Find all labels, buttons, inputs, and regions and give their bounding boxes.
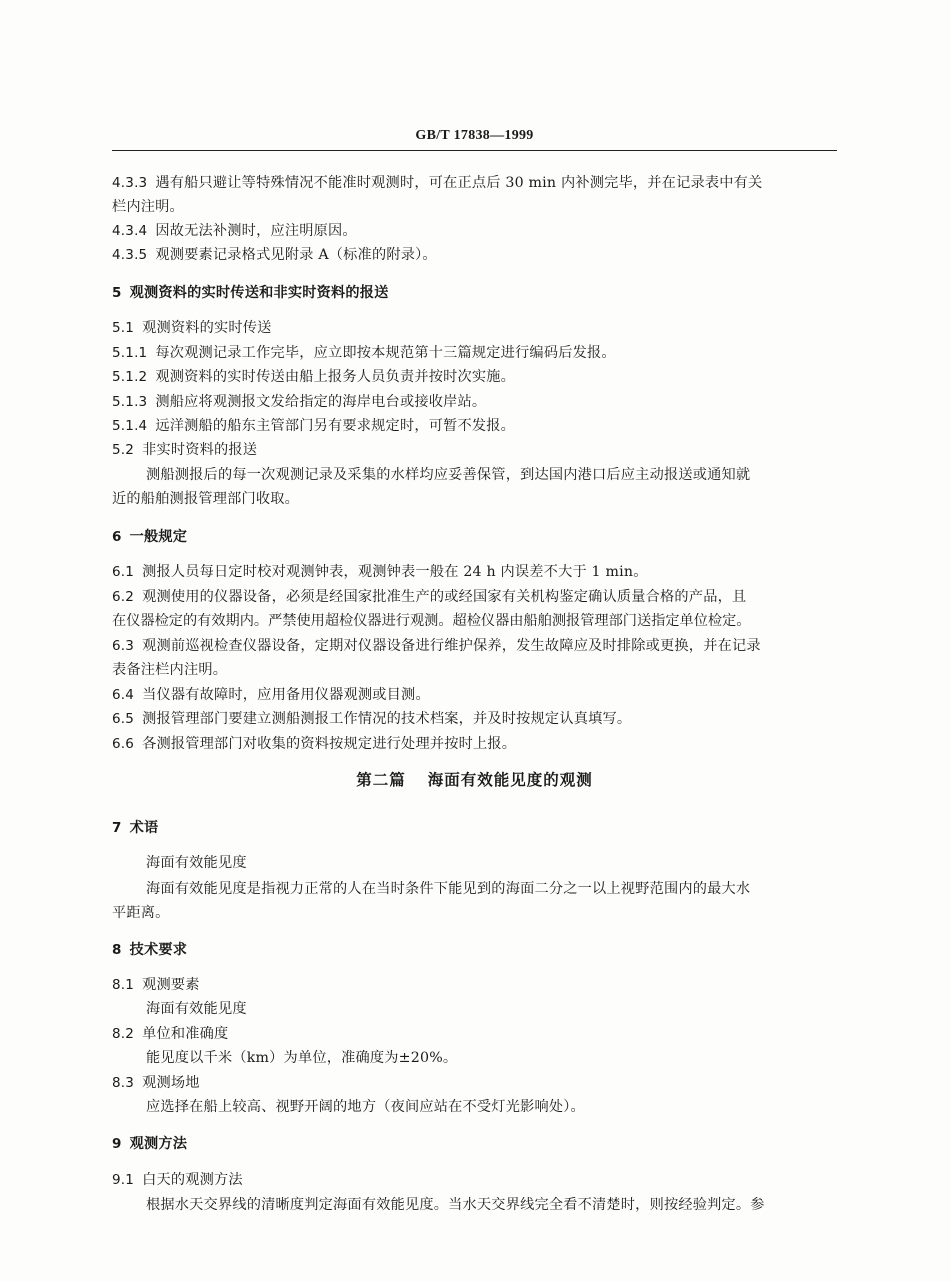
clause-number: 8.3	[112, 1075, 135, 1091]
section-number: 6	[112, 529, 122, 545]
clause-6-3	[112, 636, 837, 656]
section-title: 技术要求	[129, 942, 188, 958]
section-7-heading	[112, 818, 837, 838]
clause-5-1	[112, 318, 837, 338]
clause-6-3-cont: 表备注栏内注明。	[112, 662, 228, 678]
clause-text: 观测要素记录格式见附录 A（标准的附录）。	[155, 247, 437, 263]
clause-8-3	[112, 1073, 837, 1093]
clause-text: 测报人员每日定时校对观测钟表，观测钟表一般在 24 h 内误差不大于 1 min。	[142, 564, 648, 580]
clause-8-1-body: 海面有效能见度	[146, 1001, 247, 1017]
clause-5-2-paragraph: 测船测报后的每一次观测记录及采集的水样均应妥善保管，到达国内港口后应主动报送或通知就	[146, 467, 751, 483]
section-title: 观测资料的实时传送和非实时资料的报送	[129, 285, 389, 301]
section-8-heading	[112, 940, 837, 960]
clause-9-1	[112, 1170, 837, 1190]
clause-5-1-1	[112, 343, 837, 363]
clause-5-1-2	[112, 367, 837, 387]
clause-4-3-3-cont: 栏内注明。	[112, 199, 184, 215]
clause-4-3-5	[112, 245, 837, 265]
clause-4-3-3	[112, 173, 837, 193]
clause-number: 4.3.3	[112, 175, 148, 191]
clause-text: 测船应将观测报文发给指定的海岸电台或接收岸站。	[155, 394, 487, 410]
clause-6-4	[112, 685, 837, 705]
section-5-heading	[112, 283, 837, 303]
section-title: 一般规定	[129, 529, 188, 545]
clause-text: 观测资料的实时传送由船上报务人员负责并按时次实施。	[155, 369, 516, 385]
clause-number: 5.1	[112, 320, 135, 336]
clause-8-2-body: 能见度以千米（km）为单位，准确度为±20%。	[146, 1050, 458, 1066]
clause-8-2	[112, 1024, 837, 1044]
clause-number: 6.4	[112, 687, 135, 703]
clause-number: 6.1	[112, 564, 135, 580]
clause-text: 单位和准确度	[142, 1026, 229, 1042]
clause-text: 观测资料的实时传送	[142, 320, 272, 336]
clause-5-2	[112, 440, 837, 460]
clause-5-1-3	[112, 392, 837, 412]
part-two-title	[112, 768, 837, 790]
clause-number: 5.2	[112, 442, 135, 458]
section-number: 7	[112, 820, 122, 836]
section-9-heading	[112, 1134, 837, 1154]
clause-6-2-cont: 在仪器检定的有效期内。严禁使用超检仪器进行观测。超检仪器由船舶测报管理部门送指定单位检定。	[112, 613, 751, 629]
section-number: 5	[112, 285, 122, 301]
clause-text: 观测场地	[142, 1075, 200, 1091]
clause-text: 观测使用的仪器设备，必须是经国家批准生产的或经国家有关机构鉴定确认质量合格的产品，且	[142, 589, 747, 605]
page-header: GB/T 17838—1999	[415, 128, 534, 143]
section-6-heading	[112, 527, 837, 547]
clause-number: 5.1.3	[112, 394, 148, 410]
clause-text: 观测要素	[142, 977, 200, 993]
part-label: 第二篇	[356, 771, 406, 789]
clause-number: 6.2	[112, 589, 135, 605]
header-rule	[112, 150, 837, 151]
clause-number: 6.5	[112, 711, 135, 727]
clause-number: 6.3	[112, 638, 135, 654]
clause-6-1	[112, 562, 837, 582]
clause-5-1-4	[112, 416, 837, 436]
term-definition: 海面有效能见度是指视力正常的人在当时条件下能见到的海面二分之一以上视野范围内的最大水	[146, 881, 751, 897]
clause-6-2	[112, 587, 837, 607]
clause-text: 因故无法补测时，应注明原因。	[155, 223, 357, 239]
clause-text: 每次观测记录工作完毕，应立即按本规范第十三篇规定进行编码后发报。	[155, 345, 616, 361]
clause-text: 非实时资料的报送	[142, 442, 258, 458]
section-number: 8	[112, 942, 122, 958]
term-name: 海面有效能见度	[146, 855, 247, 871]
clause-text: 白天的观测方法	[142, 1172, 243, 1188]
clause-8-3-body: 应选择在船上较高、视野开阔的地方（夜间应站在不受灯光影响处）。	[146, 1099, 585, 1115]
clause-9-1-body: 根据水天交界线的清晰度判定海面有效能见度。当水天交界线完全看不清楚时，则按经验判定。参	[146, 1197, 765, 1213]
clause-number: 5.1.1	[112, 345, 148, 361]
section-number: 9	[112, 1136, 122, 1152]
section-title: 术语	[129, 820, 159, 836]
term-definition-cont: 平距离。	[112, 905, 170, 921]
clause-6-6	[112, 734, 837, 754]
clause-text: 观测前巡视检查仪器设备，定期对仪器设备进行维护保养，发生故障应及时排除或更换，并在记录	[142, 638, 761, 654]
clause-text: 遇有船只避让等特殊情况不能准时观测时，可在正点后 30 min 内补测完毕，并在记录表中有关	[155, 175, 763, 191]
clause-text: 各测报管理部门对收集的资料按规定进行处理并按时上报。	[142, 736, 517, 752]
clause-number: 8.2	[112, 1026, 135, 1042]
clause-number: 5.1.4	[112, 418, 148, 434]
clause-number: 8.1	[112, 977, 135, 993]
clause-8-1	[112, 975, 837, 995]
clause-number: 4.3.4	[112, 223, 148, 239]
clause-6-5	[112, 709, 837, 729]
clause-text: 远洋测船的船东主管部门另有要求规定时，可暂不发报。	[155, 418, 516, 434]
clause-5-2-paragraph-cont: 近的船舶测报管理部门收取。	[112, 491, 300, 507]
document-page	[112, 0, 837, 1282]
clause-number: 9.1	[112, 1172, 135, 1188]
clause-number: 4.3.5	[112, 247, 148, 263]
clause-text: 测报管理部门要建立测船测报工作情况的技术档案，并及时按规定认真填写。	[142, 711, 632, 727]
clause-text: 当仪器有故障时，应用备用仪器观测或目测。	[142, 687, 430, 703]
clause-4-3-4	[112, 221, 837, 241]
section-title: 观测方法	[129, 1136, 188, 1152]
part-title: 海面有效能见度的观测	[427, 771, 593, 789]
clause-number: 5.1.2	[112, 369, 148, 385]
clause-number: 6.6	[112, 736, 135, 752]
